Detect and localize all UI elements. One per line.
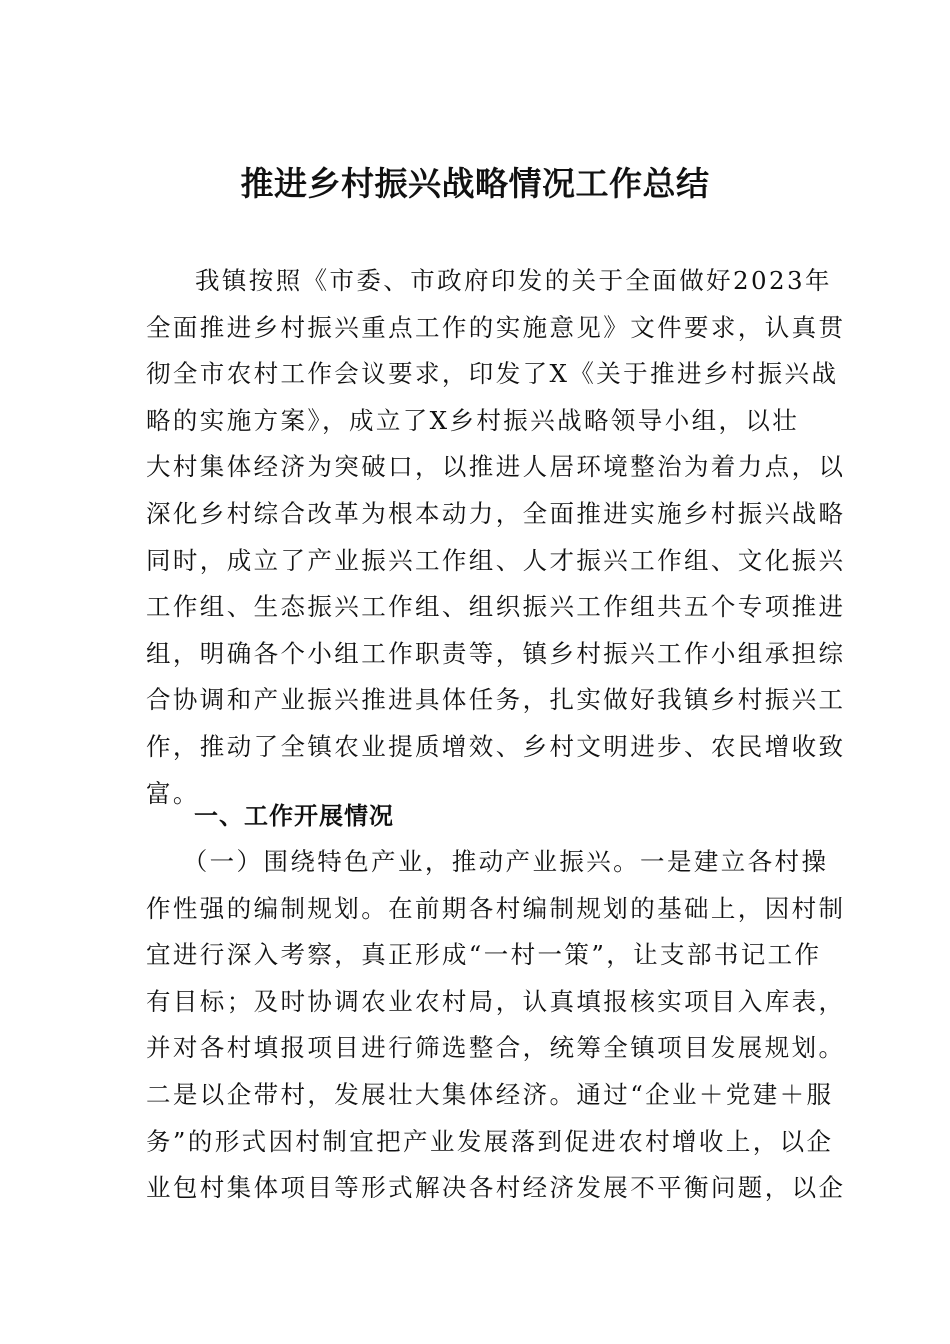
intro-line: 我镇按照《市委、市政府印发的关于全面做好2023年 bbox=[195, 266, 832, 295]
document-title: 推进乡村振兴战略情况工作总结 bbox=[240, 164, 710, 203]
intro-line: 略的实施方案》，成立了X乡村振兴战略领导小组，以壮 bbox=[146, 405, 800, 435]
intro-line: 彻全市农村工作会议要求，印发了X《关于推进乡村振兴战 bbox=[146, 359, 839, 389]
intro-line: 合协调和产业振兴推进具体任务，扎实做好我镇乡村振兴工 bbox=[146, 685, 846, 715]
intro-line: 全面推进乡村振兴重点工作的实施意见》文件要求，认真贯 bbox=[146, 312, 846, 342]
section-paragraph bbox=[146, 839, 846, 1212]
intro-line: 深化乡村综合改革为根本动力，全面推进实施乡村振兴战略 bbox=[146, 498, 846, 528]
section-line: 有目标；及时协调农业农村局，认真填报核实项目入库表， bbox=[146, 986, 846, 1016]
intro-line: 大村集体经济为突破口，以推进人居环境整治为着力点，以 bbox=[146, 452, 846, 482]
intro-line: 富。 bbox=[146, 778, 200, 808]
section-line: 二是以企带村，发展壮大集体经济。通过“企业＋党建＋服 bbox=[146, 1079, 834, 1109]
section-line: 并对各村填报项目进行筛选整合，统筹全镇项目发展规划。 bbox=[146, 1033, 846, 1063]
section-line: 作性强的编制规划。在前期各村编制规划的基础上，因村制 bbox=[146, 893, 846, 923]
intro-paragraph bbox=[146, 258, 846, 817]
intro-line: 作，推动了全镇农业提质增效、乡村文明进步、农民增收致 bbox=[146, 731, 846, 761]
section-line: 业包村集体项目等形式解决各村经济发展不平衡问题，以企 bbox=[146, 1173, 846, 1203]
section-heading: 一、工作开展情况 bbox=[194, 802, 394, 830]
intro-line: 工作组、生态振兴工作组、组织振兴工作组共五个专项推进 bbox=[146, 592, 846, 622]
section-line: 宜进行深入考察，真正形成“一村一策”，让支部书记工作 bbox=[146, 940, 822, 970]
section-line: （一）围绕特色产业，推动产业振兴。一是建立各村操 bbox=[182, 847, 829, 876]
intro-line: 同时，成立了产业振兴工作组、人才振兴工作组、文化振兴 bbox=[146, 545, 846, 575]
section-line: 务”的形式因村制宜把产业发展落到促进农村增收上，以企 bbox=[146, 1126, 834, 1156]
intro-line: 组，明确各个小组工作职责等，镇乡村振兴工作小组承担综 bbox=[146, 638, 846, 668]
